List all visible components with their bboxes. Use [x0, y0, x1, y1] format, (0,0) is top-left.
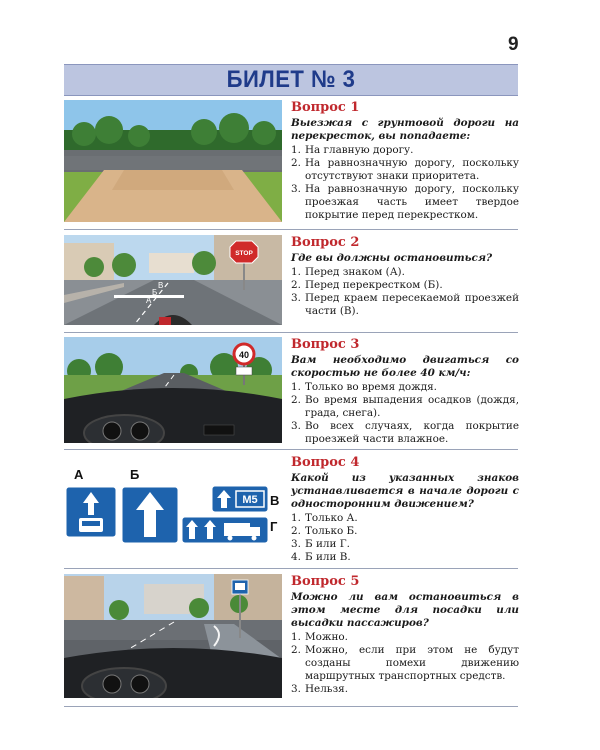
question-3-prompt: Вам необходимо двигаться со скоростью не более 40 км/ч: [291, 354, 519, 379]
answer-text: Перед перекрестком (Б). [305, 279, 443, 291]
answer-option[interactable] [291, 381, 519, 394]
sign-label-v: В [270, 493, 280, 508]
answer-number: 1. [291, 266, 301, 278]
answer-option[interactable] [291, 644, 519, 683]
question-3-text [291, 337, 519, 446]
answer-number: 2. [291, 157, 301, 169]
question-1-title: Вопрос 1 [291, 100, 360, 115]
sign-label-b: Б [130, 467, 140, 482]
answer-option[interactable] [291, 420, 519, 446]
answer-option[interactable] [291, 279, 519, 292]
stop-sign-label: STOP [235, 250, 253, 257]
answer-option[interactable] [291, 266, 519, 279]
answer-number: 3. [291, 420, 301, 432]
question-5-text [291, 574, 519, 696]
answer-number: 1. [291, 631, 301, 643]
question-4-block [64, 455, 518, 567]
question-2-image [64, 235, 282, 325]
question-2-title: Вопрос 2 [291, 235, 360, 250]
answer-option[interactable] [291, 525, 519, 538]
answer-option[interactable] [291, 144, 519, 157]
separator [64, 449, 518, 450]
m5-label: M5 [242, 494, 258, 506]
separator [64, 568, 518, 569]
separator [64, 229, 518, 230]
answer-text: На главную дорогу. [305, 144, 414, 156]
question-1-image [64, 100, 282, 222]
label-v: В [158, 281, 164, 290]
answer-number: 1. [291, 144, 301, 156]
question-3-title: Вопрос 3 [291, 337, 360, 352]
separator [64, 706, 518, 707]
question-4-prompt: Какой из указанных знаков устанавливается в начале дороги с односторонним движением? [291, 472, 519, 510]
ticket-title: БИЛЕТ № 3 [226, 66, 356, 93]
question-5-block [64, 574, 518, 704]
answer-text: Перед знаком (А). [305, 266, 405, 278]
answer-number: 3. [291, 183, 301, 195]
speed-limit-label: 40 [238, 350, 250, 360]
label-a: А [146, 296, 152, 305]
answer-number: 2. [291, 279, 301, 291]
answer-text: Можно. [305, 631, 348, 643]
question-4-text [291, 455, 519, 564]
answer-text: Только Б. [305, 525, 358, 537]
page-number: 9 [508, 34, 519, 55]
ticket-banner [64, 64, 518, 96]
sign-label-g: Г [270, 519, 278, 534]
label-b: Б [152, 288, 158, 297]
question-5-image [64, 574, 282, 698]
answer-option[interactable] [291, 683, 519, 696]
answer-text: Только А. [305, 512, 358, 524]
separator [64, 332, 518, 333]
question-4-image [64, 465, 282, 545]
question-2-block [64, 235, 518, 330]
answer-text: На равнозначную дорогу, поскольку отсутствуют знаки приоритета. [305, 157, 519, 182]
answer-option[interactable] [291, 394, 519, 420]
answer-number: 1. [291, 381, 301, 393]
answer-number: 2. [291, 525, 301, 537]
answer-text: Во время выпадения осадков (дождя, града, снега). [305, 394, 519, 419]
question-1-block [64, 100, 518, 225]
answer-text: Б или В. [305, 551, 351, 563]
answer-number: 4. [291, 551, 301, 563]
question-1-text [291, 100, 519, 222]
answer-number: 3. [291, 683, 301, 695]
answer-option[interactable] [291, 551, 519, 564]
answer-option[interactable] [291, 512, 519, 525]
question-4-title: Вопрос 4 [291, 455, 360, 470]
answer-option[interactable] [291, 183, 519, 222]
question-3-image [64, 337, 282, 443]
answer-number: 2. [291, 394, 301, 406]
question-2-text [291, 235, 519, 318]
answer-text: Нельзя. [305, 683, 348, 695]
answer-text: Во всех случаях, когда покрытие проезжей части влажное. [305, 420, 519, 445]
answer-number: 3. [291, 538, 301, 550]
question-5-title: Вопрос 5 [291, 574, 360, 589]
answer-option[interactable] [291, 157, 519, 183]
answer-text: На равнозначную дорогу, поскольку проезжая часть имеет твердое покрытие перед перекрестком. [305, 183, 519, 221]
answer-text: Только во время дождя. [305, 381, 437, 393]
answer-text: Б или Г. [305, 538, 350, 550]
answer-option[interactable] [291, 538, 519, 551]
answer-number: 2. [291, 644, 301, 656]
question-5-prompt: Можно ли вам остановиться в этом месте для посадки или высадки пассажиров? [291, 591, 519, 629]
answer-number: 3. [291, 292, 301, 304]
answer-option[interactable] [291, 631, 519, 644]
question-2-prompt: Где вы должны остановиться? [291, 252, 493, 264]
answer-number: 1. [291, 512, 301, 524]
question-3-block [64, 337, 518, 447]
sign-label-a: А [74, 467, 84, 482]
answer-text: Перед краем пересекаемой проезжей части (В). [305, 292, 519, 317]
question-1-prompt: Выезжая с грунтовой дороги на перекресток, вы попадаете: [291, 117, 519, 142]
answer-option[interactable] [291, 292, 519, 318]
answer-text: Можно, если при этом не будут созданы помехи движению маршрутных транспортных средств. [305, 644, 519, 682]
